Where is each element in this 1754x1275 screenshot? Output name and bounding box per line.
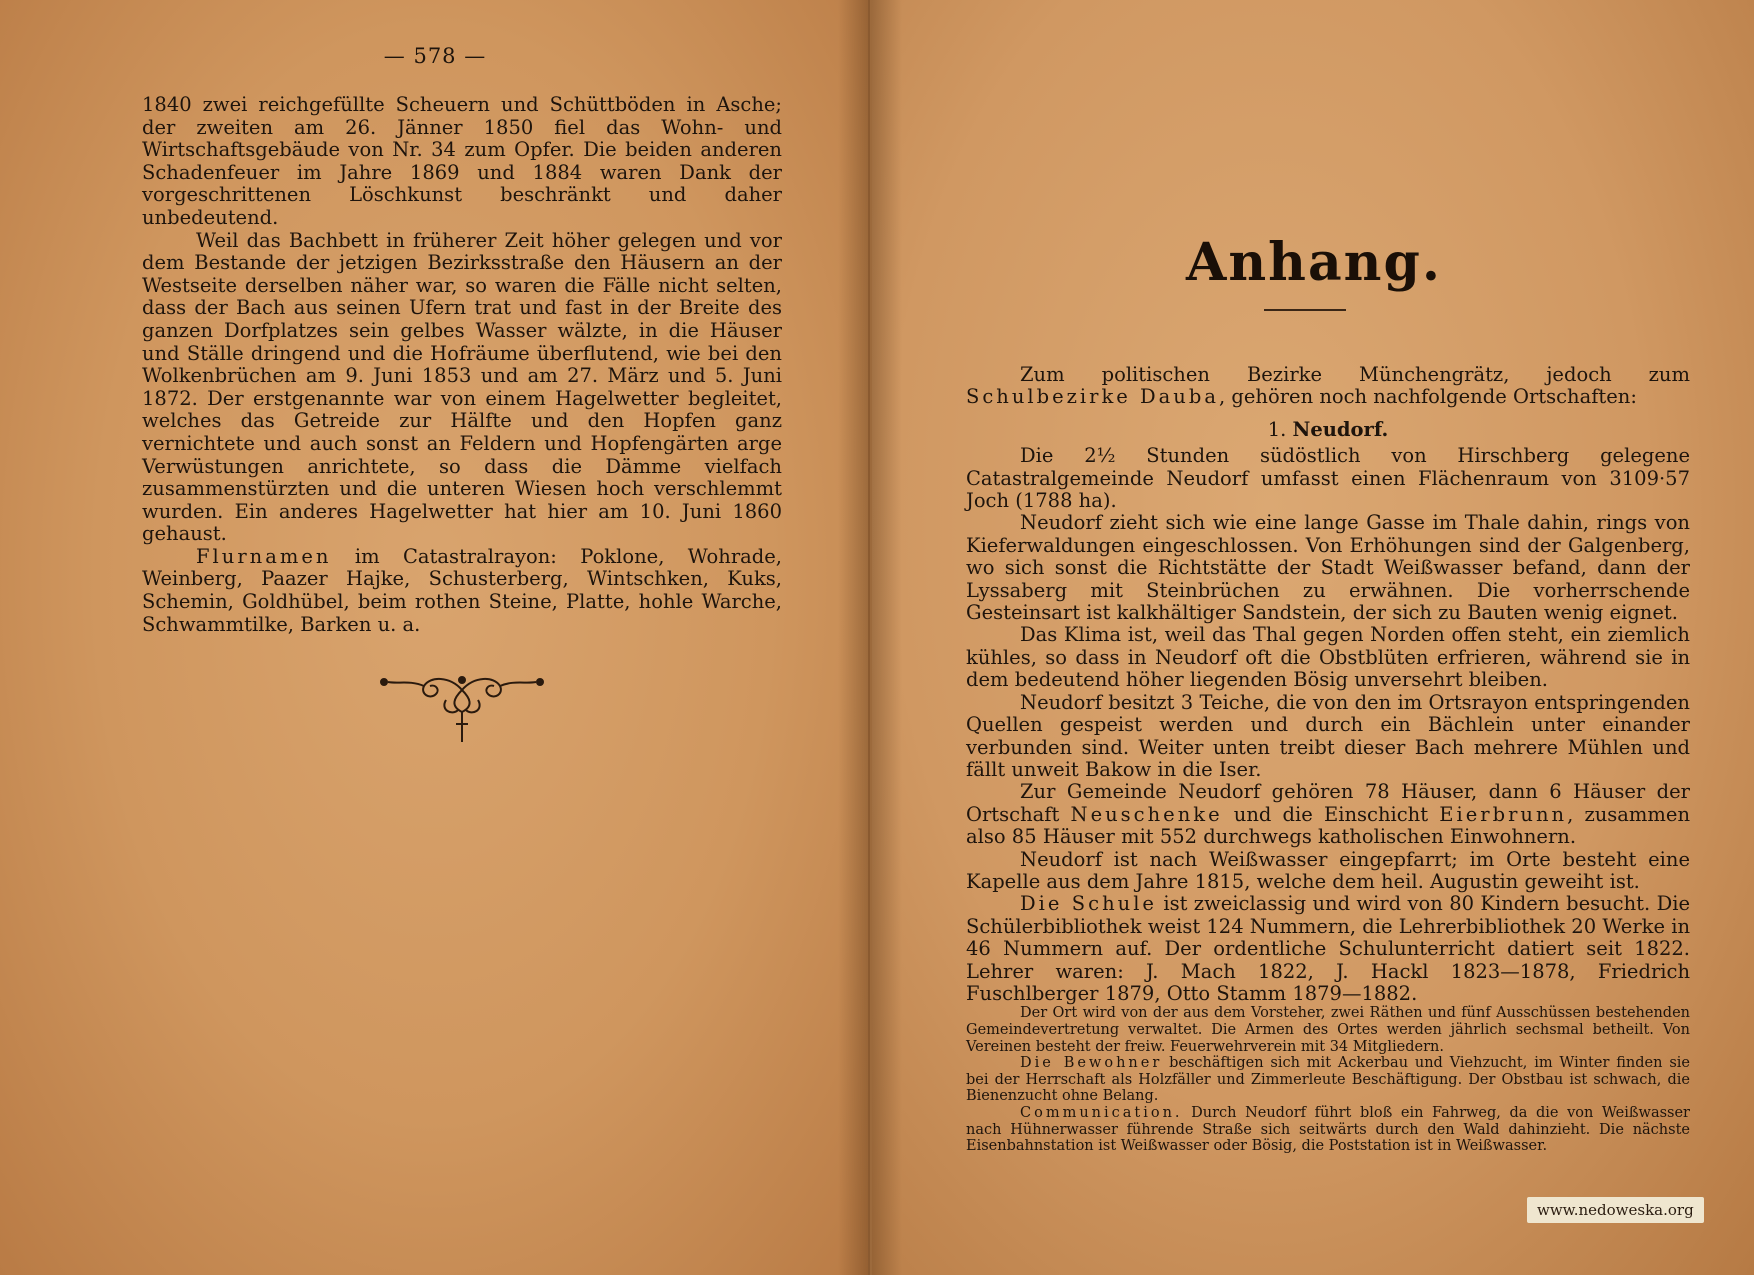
- paragraph: Weil das Bachbett in früherer Zeit höher gelegen und vor dem Bestande der jetzigen Bezirksstraße den Häusern an der Westseite derselben näher war, so waren die Fälle nicht selten, dass der Bach aus seinen Ufern trat und fast in der Breite des ganzen Dorfplatzes sein gelbes Wasser wälzte, in die Häuser und Ställe dringend und die Hofräume überflutend, wie bei den Wolkenbrüchen am 9. Juni 1853 und am 27. März und 5. Juni 1872. Der erstgenannte war von einem Hagelwetter begleitet, welches das Getreide zur Hälfte und den Hopfen ganz vernichtete und auch sonst an Feldern und Hopfengärten arge Verwüstungen anrichtete, so dass die Dämme vielfach zusammenstürzten und die unteren Wiesen hoch verschlemmt wurden. Ein anderes Hagelwetter hat hier am 10. Juni 1860 gehaust.: [142, 228, 782, 546]
- section-title: [966, 419, 1690, 441]
- small-paragraph: [966, 1055, 1690, 1105]
- p5-text: , zusammen also 85 Häuser mit 552 durchwegs katholischen Einwohnern.: [966, 802, 1690, 849]
- p7-spaced: Die Schule: [1020, 892, 1157, 916]
- right-page: [870, 0, 1754, 1275]
- gutter-shadow: [872, 0, 902, 1275]
- small-paragraph: [966, 1105, 1690, 1155]
- p5-text: und die Einschicht: [1222, 802, 1440, 826]
- s3-spaced: Communication.: [1020, 1104, 1183, 1121]
- left-page: [0, 0, 870, 1275]
- page-number: — 578 —: [383, 44, 487, 68]
- p5-spaced: Eierbrunn: [1439, 802, 1568, 826]
- paragraph: [966, 781, 1690, 848]
- flurnamen-text: im Catastralrayon: Poklone, Wohrade, Weinberg, Paazer Hajke, Schusterberg, Wintschken, Kuks, Schemin, Goldhübel, beim rothen Steine, Platte, hohle Warche, Schwammtilke, Barken u. a.: [142, 544, 782, 636]
- paragraph: 1840 zwei reichgefüllte Scheuern und Schüttböden in Asche; der zweiten am 26. Jänner 1850 fiel das Wohn- und Wirtschaftsgebäude von Nr. 34 zum Opfer. Die beiden anderen Schadenfeuer im Jahre 1869 und 1884 waren Dank der vorgeschrittenen Löschkunst beschränkt und daher unbedeutend.: [142, 93, 782, 229]
- flurnamen-label: Flurnamen: [196, 544, 332, 568]
- website-watermark: www.nedoweska.org: [1527, 1197, 1704, 1223]
- intro-text-end: , gehören noch nachfolgende Ortschaften:: [1218, 385, 1637, 409]
- paragraph: [966, 893, 1690, 1005]
- section-number: 1.: [1267, 417, 1293, 441]
- section-title-text: Neudorf.: [1292, 417, 1389, 441]
- heading-rule: [1264, 309, 1346, 311]
- paragraph: Neudorf zieht sich wie eine lange Gasse im Thale dahin, rings von Kieferwaldungen eingeschlossen. Von Erhöhungen sind der Galgenberg, wo sich sonst die Richtstätte der Stadt Weißwasser befand, dann der Lyssaberg mit Steinbrüchen zu erwähnen. Die vorherrschende Gesteinsart ist kalkhältiger Sandstein, der sich zu Bauten wenig eignet.: [966, 511, 1690, 625]
- ornament-vignette-icon: [380, 670, 544, 746]
- p5-text: Zur Gemeinde Neudorf gehören 78 Häuser, dann 6 Häuser der Ortschaft: [966, 780, 1690, 826]
- intro-spaced: Schulbezirke Dauba: [966, 385, 1219, 409]
- paragraph: Das Klima ist, weil das Thal gegen Norden offen steht, ein ziemlich kühles, so dass in Neudorf oft die Obstblüten erfrieren, während sie in dem bedeutend höher liegenden Bösig unversehrt bleiben.: [966, 623, 1690, 692]
- s3-text: Durch Neudorf führt bloß ein Fahrweg, da die von Weißwasser nach Hühnerwasser führende Straße sich seitwärts durch den Wald dahinzieht. Die nächste Eisenbahnstation ist Weißwasser oder Bösig, die Poststation ist in Weißwasser.: [966, 1104, 1690, 1155]
- s2-spaced: Die Bewohner: [1020, 1055, 1163, 1072]
- small-print-block: [966, 1005, 1690, 1154]
- p7-text: ist zweiclassig und wird von 80 Kindern besucht. Die Schülerbibliothek weist 124 Nummern, die Lehrerbibliothek 20 Werke in 46 Nummern auf. Der ordentliche Schulunterricht datiert seit 1822. Lehrer waren: J. Mach 1822, J. Hackl 1823—1878, Friedrich Fuschlberger 1879, Otto Stamm 1879—1882.: [966, 892, 1690, 1005]
- paragraph: Neudorf ist nach Weißwasser eingepfarrt; im Orte besteht eine Kapelle aus dem Jahre 1815, welche dem heil. Augustin geweiht ist.: [966, 847, 1690, 893]
- right-text-block: [966, 364, 1690, 1155]
- flurnamen-paragraph: [142, 546, 782, 636]
- paragraph: Neudorf besitzt 3 Teiche, die von den im Ortsrayon entspringenden Quellen gespeist werden und durch ein Bächlein unter einander verbunden sind. Weiter unten treibt dieser Bach mehrere Mühlen und fällt unweit Bakow in die Iser.: [966, 690, 1690, 781]
- left-text-block: [142, 94, 782, 636]
- gutter-shadow: [838, 0, 868, 1275]
- paragraph: Die 2½ Stunden südöstlich von Hirschberg gelegene Catastralgemeinde Neudorf umfasst einen Flächenraum von 3109·57 Joch (1788 ha).: [966, 444, 1690, 513]
- intro-paragraph: [966, 364, 1690, 409]
- chapter-heading: Anhang.: [1186, 232, 1442, 293]
- intro-text: Zum politischen Bezirke Münchengrätz, jedoch zum: [1020, 363, 1690, 386]
- small-paragraph: Der Ort wird von der aus dem Vorsteher, zwei Räthen und fünf Ausschüssen bestehenden Gemeindevertretung verwaltet. Die Armen des Ortes werden jährlich sechsmal betheilt. Von Vereinen besteht der freiw. Feuerwehrverein mit 34 Mitgliedern.: [966, 1005, 1690, 1055]
- s2-text: beschäftigen sich mit Ackerbau und Viehzucht, im Winter finden sie bei der Herrschaft als Holzfäller und Zimmerleute Beschäftigung. Der Obstbau ist schwach, die Bienenzucht ohne Belang.: [966, 1055, 1690, 1105]
- p5-spaced: Neuschenke: [1070, 802, 1223, 826]
